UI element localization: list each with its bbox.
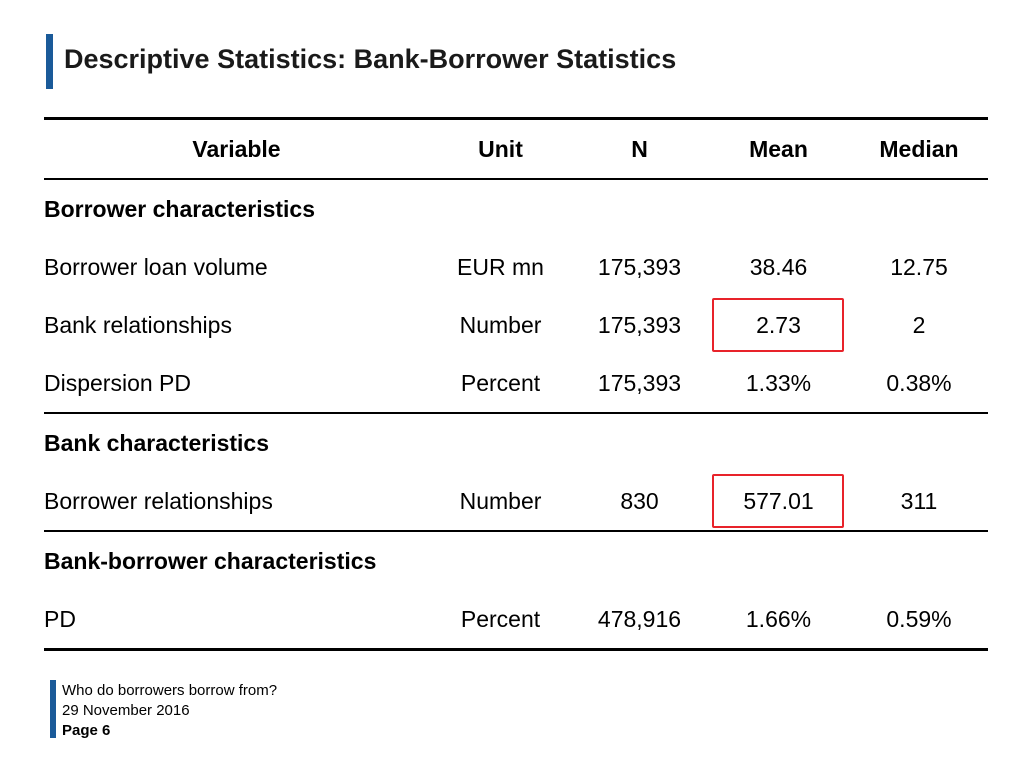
cell-mean: 38.46 [749, 253, 808, 280]
cell-n: 175,393 [597, 311, 682, 338]
cell-median: 2 [912, 311, 926, 338]
footer-presentation-title: Who do borrowers borrow from? [62, 682, 278, 699]
cell-unit: Percent [460, 369, 541, 396]
statistics-table [44, 117, 988, 651]
section-header-row [44, 531, 988, 590]
header-variable: Variable [192, 135, 281, 162]
cell-mean-highlighted [707, 472, 850, 531]
cell-mean: 1.33% [745, 369, 812, 396]
footer-accent-bar [50, 680, 56, 738]
section-label-borrower: Borrower characteristics [44, 195, 316, 222]
table-header-row [44, 119, 988, 180]
cell-unit: Number [459, 311, 542, 338]
page-number: Page 6 [62, 722, 111, 739]
cell-unit: Percent [460, 605, 541, 632]
cell-mean-value: 2.73 [756, 311, 801, 338]
cell-median: 0.59% [886, 605, 952, 632]
cell-n: 175,393 [597, 253, 682, 280]
table-row [44, 472, 988, 531]
header-median: Median [879, 135, 959, 162]
header-mean: Mean [749, 135, 808, 162]
cell-mean-highlighted [707, 296, 850, 354]
footer-date: 29 November 2016 [62, 702, 190, 719]
cell-mean: 1.66% [745, 605, 812, 632]
cell-median: 311 [900, 487, 938, 514]
header-unit: Unit [478, 135, 523, 162]
cell-n: 478,916 [597, 605, 682, 632]
cell-mean-value: 577.01 [743, 487, 814, 514]
cell-variable: Dispersion PD [44, 369, 191, 396]
cell-variable: PD [44, 605, 76, 632]
cell-unit: EUR mn [457, 253, 544, 280]
cell-n: 830 [620, 487, 659, 514]
section-header-row [44, 179, 988, 238]
cell-unit: Number [459, 487, 542, 514]
cell-median: 12.75 [890, 253, 948, 280]
section-label-bank: Bank characteristics [44, 429, 270, 456]
cell-variable: Bank relationships [44, 311, 232, 338]
table-row [44, 296, 988, 354]
cell-n: 175,393 [597, 369, 682, 396]
cell-variable: Borrower loan volume [44, 253, 268, 280]
table-row [44, 590, 988, 650]
table-row [44, 238, 988, 296]
footer [62, 681, 277, 741]
section-header-row [44, 413, 988, 472]
section-label-bank-borrower: Bank-borrower characteristics [44, 547, 377, 574]
title-accent-bar [46, 34, 53, 89]
page-title: Descriptive Statistics: Bank-Borrower Statistics [64, 44, 677, 74]
cell-median: 0.38% [886, 369, 952, 396]
header-n: N [631, 135, 648, 162]
cell-variable: Borrower relationships [44, 487, 273, 514]
table-row [44, 354, 988, 413]
